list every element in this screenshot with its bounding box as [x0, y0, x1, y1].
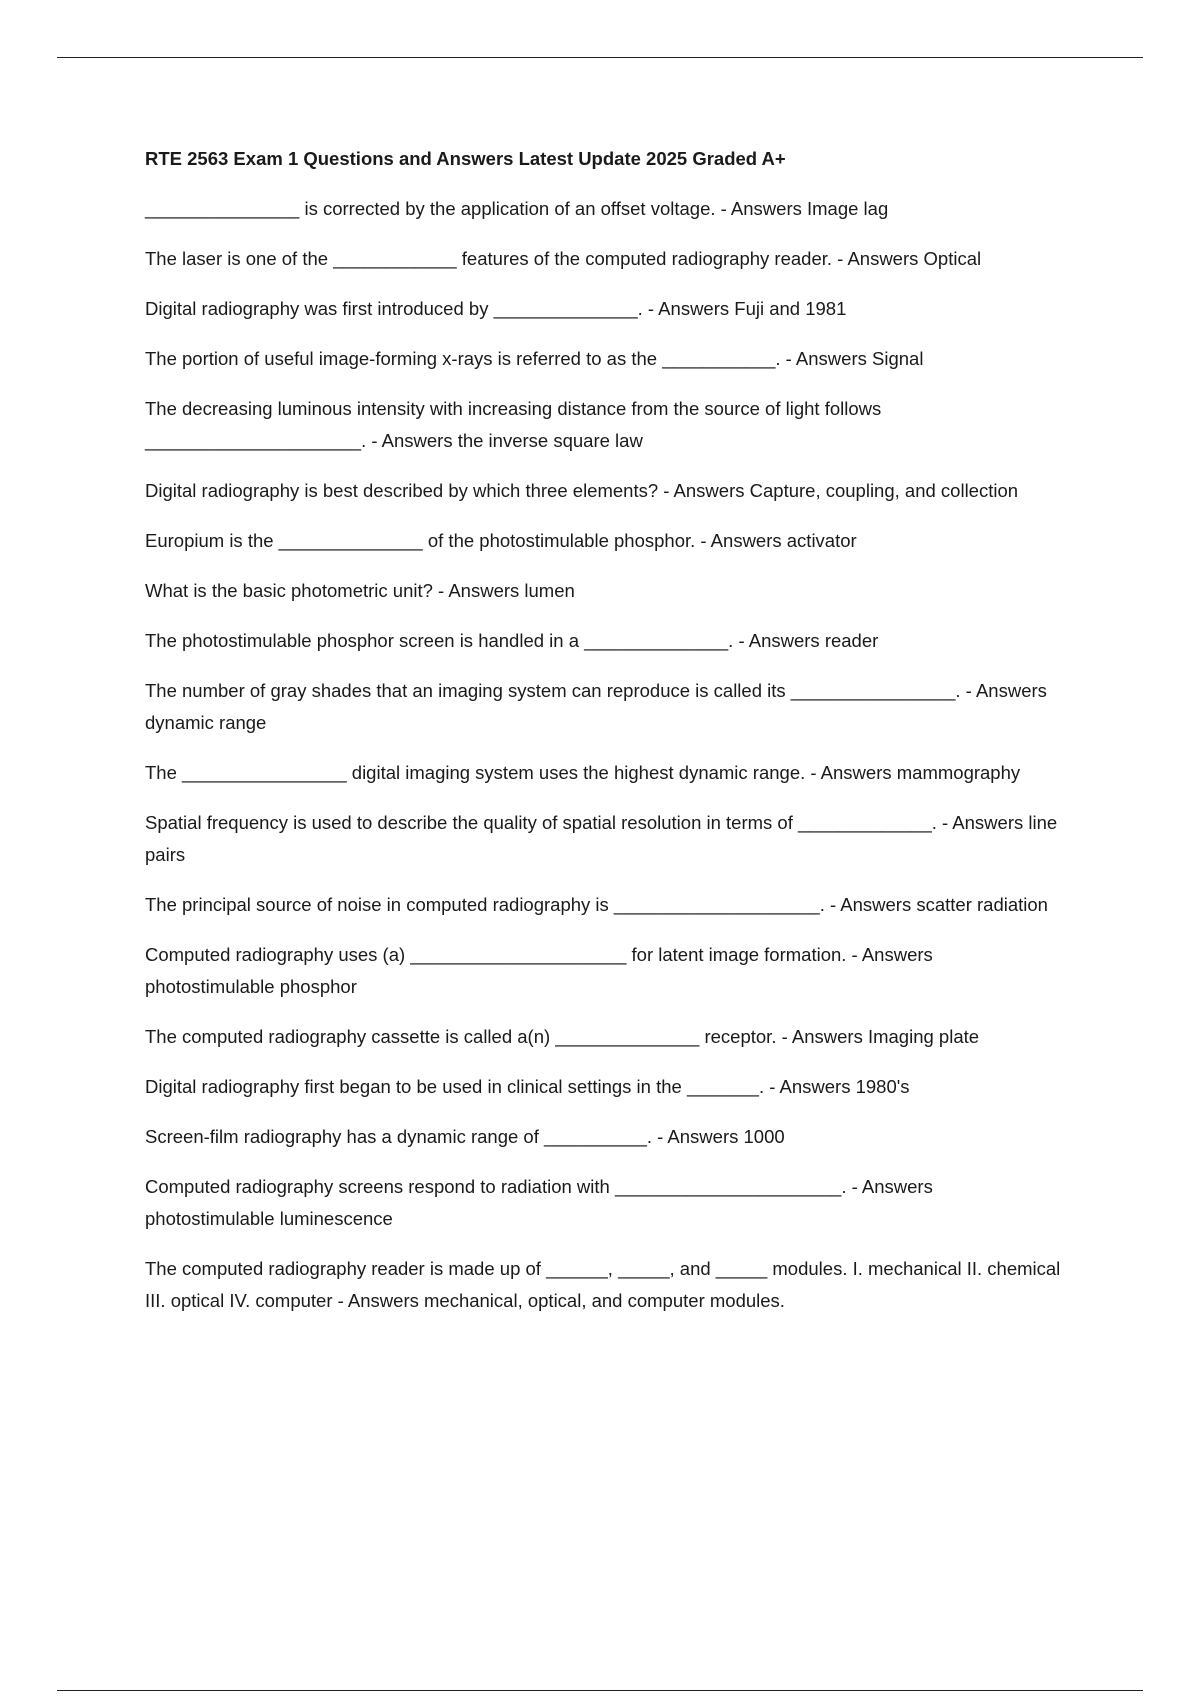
bottom-rule [57, 1690, 1143, 1691]
qa-item: Computed radiography screens respond to radiation with ______________________. - Answers photostimulable luminescence [145, 1176, 933, 1229]
qa-item: _______________ is corrected by the application of an offset voltage. - Answers Image lag [145, 198, 889, 219]
qa-item: The ________________ digital imaging system uses the highest dynamic range. - Answers mammography [145, 762, 1021, 783]
qa-item: Europium is the ______________ of the photostimulable phosphor. - Answers activator [145, 530, 857, 551]
document-title: RTE 2563 Exam 1 Questions and Answers Latest Update 2025 Graded A+ [145, 148, 786, 169]
qa-item: What is the basic photometric unit? - Answers lumen [145, 580, 575, 601]
top-rule [57, 57, 1143, 58]
qa-item: Digital radiography first began to be used in clinical settings in the _______. - Answers 1980's [145, 1076, 910, 1097]
qa-item: The computed radiography cassette is called a(n) ______________ receptor. - Answers Imaging plate [145, 1026, 980, 1047]
qa-item: The portion of useful image-forming x-rays is referred to as the ___________. - Answers Signal [145, 348, 924, 369]
qa-item: Spatial frequency is used to describe the quality of spatial resolution in terms of _____________. - Answers line pairs [145, 812, 1058, 865]
qa-item: Screen-film radiography has a dynamic range of __________. - Answers 1000 [145, 1126, 785, 1147]
qa-item: The number of gray shades that an imaging system can reproduce is called its ________________. - Answers dynamic range [145, 680, 1047, 733]
qa-item: The laser is one of the ____________ features of the computed radiography reader. - Answers Optical [145, 248, 982, 269]
qa-item: Digital radiography is best described by which three elements? - Answers Capture, coupling, and collection [145, 480, 1019, 501]
qa-item: The computed radiography reader is made up of ______, _____, and _____ modules. I. mechanical II. chemical III. optical IV. computer - Answers mechanical, optical, and computer modules. [145, 1258, 1061, 1311]
qa-item: The decreasing luminous intensity with increasing distance from the source of light follows _____________________. - Answers the inverse square law [145, 398, 882, 451]
qa-item: The principal source of noise in computed radiography is ____________________. - Answers scatter radiation [145, 894, 1048, 915]
document-body [145, 143, 1065, 1335]
qa-item: Digital radiography was first introduced by ______________. - Answers Fuji and 1981 [145, 298, 847, 319]
qa-item: The photostimulable phosphor screen is handled in a ______________. - Answers reader [145, 630, 879, 651]
qa-item: Computed radiography uses (a) _____________________ for latent image formation. - Answers photostimulable phosphor [145, 944, 933, 997]
